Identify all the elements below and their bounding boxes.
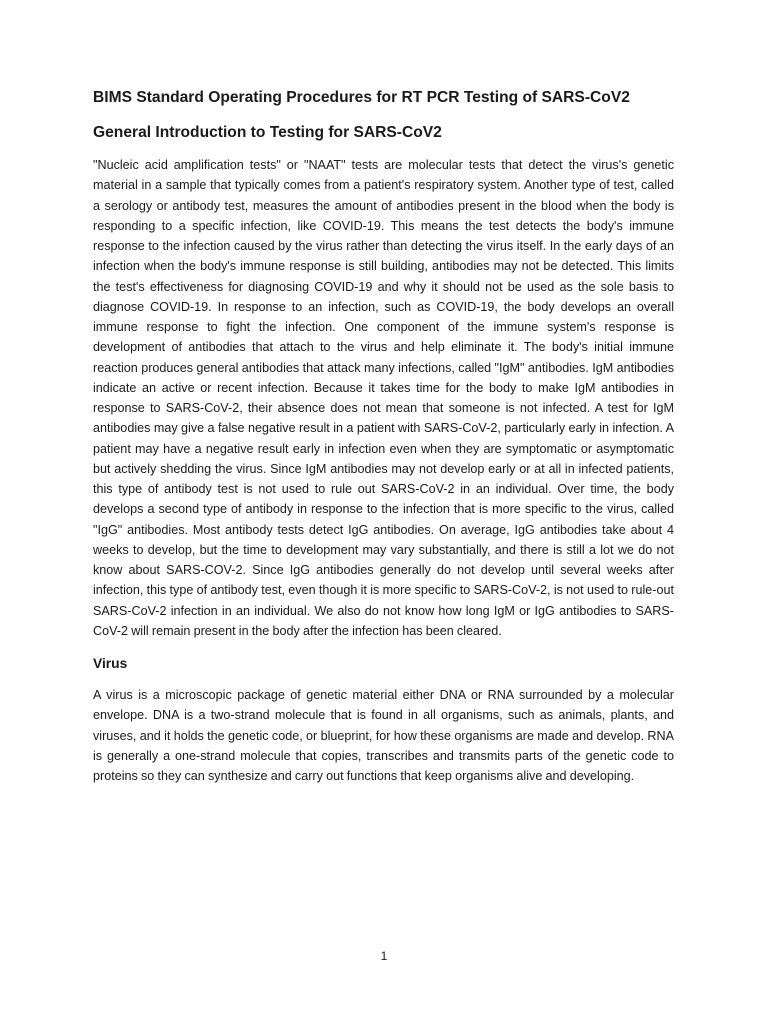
section-heading-virus: Virus	[93, 656, 128, 671]
document-title: BIMS Standard Operating Procedures for RT PCR Testing of SARS-CoV2	[93, 89, 630, 106]
paragraph-general-introduction: "Nucleic acid amplification tests" or "NAAT" tests are molecular tests that detect the virus's genetic material in a sample that typically comes from a patient's respiratory system. Another type of test, called a serology or antibody test, measures the amount of antibodies present in the blood when the body is responding to a specific infection, like COVID-19. This means the test detects the body's immune response to the infection caused by the virus rather than detecting the virus itself. In the early days of an infection when the body's immune response is still building, antibodies may not be detected. This limits the test's effectiveness for diagnosing COVID-19 and why it should not be used as the sole basis to diagnose COVID-19. In response to an infection, such as COVID-19, the body develops an overall immune response to fight the infection. One component of the immune system's response is development of antibodies that attach to the virus and help eliminate it. The body's initial immune reaction produces general antibodies that attack many infections, called "IgM" antibodies. IgM antibodies indicate an active or recent infection. Because it takes time for the body to make IgM antibodies in response to SARS-CoV-2, their absence does not mean that someone is not infected. A test for IgM antibodies may give a false negative result in a patient with SARS-CoV-2, particularly early in infection. A patient may have a negative result early in infection even when they are symptomatic or asymptomatic but actively shedding the virus. Since IgM antibodies may not develop early or at all in infected patients, this type of antibody test is not used to rule out SARS-CoV-2 in an individual. Over time, the body develops a second type of antibody in response to the infection that is more specific to the virus, called "IgG" antibodies. Most antibody tests detect IgG antibodies. On average, IgG antibodies take about 4 weeks to develop, but the time to development may vary substantially, and there is still a lot we do not know about SARS-COV-2. Since IgG antibodies generally do not develop until several weeks after infection, this type of antibody test, even though it is more specific to SARS-CoV-2, is not used to rule-out SARS-CoV-2 infection in an individual. We also do not know how long IgM or IgG antibodies to SARS-CoV-2 will remain present in the body after the infection has been cleared.	[93, 158, 674, 638]
section-heading-general-introduction: General Introduction to Testing for SARS-CoV2	[93, 124, 442, 141]
paragraph-virus: A virus is a microscopic package of genetic material either DNA or RNA surrounded by a molecular envelope. DNA is a two-strand molecule that is found in all organisms, such as animals, plants, and viruses, and it holds the genetic code, or blueprint, for how these organisms are made and develop. RNA is generally a one-strand molecule that copies, transcribes and transmits parts of the genetic code to proteins so they can synthesize and carry out functions that keep organisms alive and developing.	[93, 688, 674, 783]
page-number: 1	[380, 949, 388, 963]
